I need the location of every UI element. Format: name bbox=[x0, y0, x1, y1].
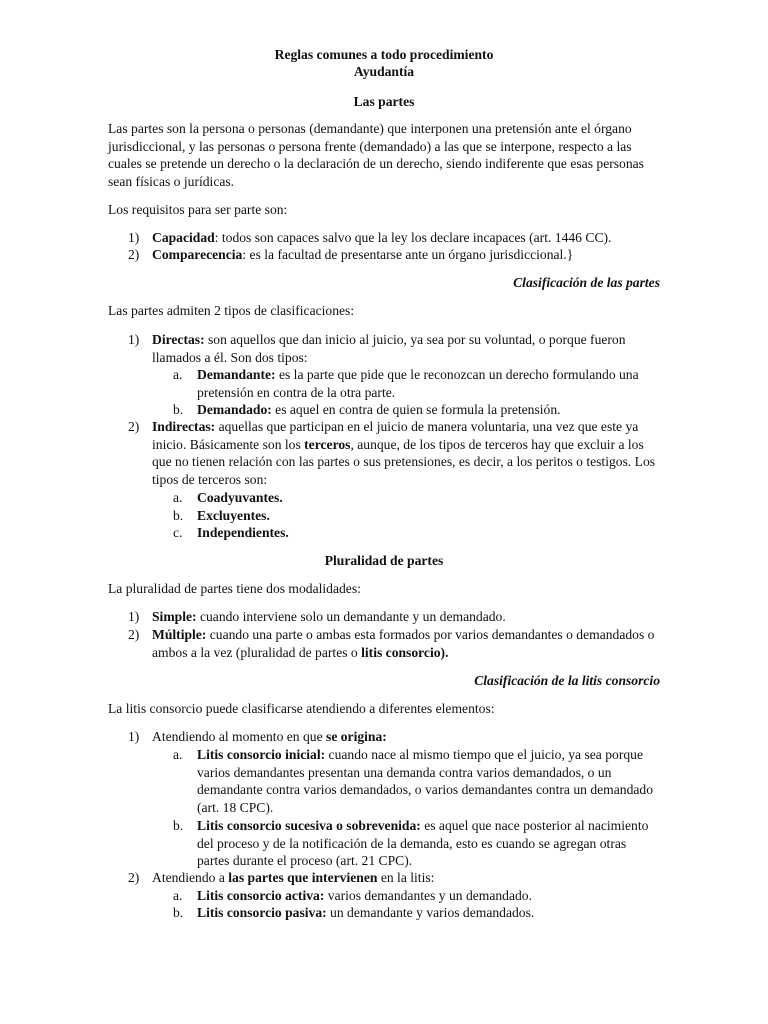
list-item-capacidad: 1) Capacidad: todos son capaces salvo que la ley los declare incapaces (art. 1446 CC). bbox=[128, 230, 612, 245]
list-item-litis-inicial: a. Litis consorcio inicial: cuando nace al mismo tiempo que el juicio, ya sea porque varios demandantes presentan una demanda contra varios demandados, o un demandante contra varios demandados, o varios demandantes contra un demandado (art. 18 CPC). bbox=[173, 747, 653, 815]
list-item-coadyuvantes: a. Coadyuvantes. bbox=[173, 490, 283, 505]
paragraph-requisitos-intro: Los requisitos para ser parte son: bbox=[108, 202, 288, 217]
paragraph-pluralidad-intro: La pluralidad de partes tiene dos modalidades: bbox=[108, 581, 361, 596]
document-title: Reglas comunes a todo procedimiento bbox=[274, 47, 494, 62]
section-heading-pluralidad: Pluralidad de partes bbox=[324, 553, 444, 568]
paragraph-clasificaciones-intro: Las partes admiten 2 tipos de clasificaciones: bbox=[108, 303, 355, 318]
list-item-origen: 1) Atendiendo al momento en que se origina: bbox=[128, 729, 387, 744]
list-item-litis-activa: a. Litis consorcio activa: varios demandantes y un demandado. bbox=[173, 888, 532, 903]
list-item-partes-intervienen: 2) Atendiendo a las partes que intervienen en la litis: bbox=[128, 870, 435, 885]
list-item-litis-pasiva: b. Litis consorcio pasiva: un demandante y varios demandados. bbox=[173, 905, 535, 920]
paragraph-litis-intro: La litis consorcio puede clasificarse atendiendo a diferentes elementos: bbox=[108, 701, 495, 716]
list-item-demandante: a. Demandante: es la parte que pide que le reconozcan un derecho formulando una pretensión en contra de la otra parte. bbox=[173, 367, 639, 400]
list-item-excluyentes: b. Excluyentes. bbox=[173, 508, 270, 523]
paragraph-definicion-partes: Las partes son la persona o personas (demandante) que interponen una pretensión ante el órgano jurisdiccional, y las personas o persona frente (demandado) a las que se interpone, respecto a las cuales se pretende un derecho o la declaración de un derecho, siendo indiferente que esas personas sean físicas o jurídicas. bbox=[108, 121, 644, 189]
document-subtitle: Ayudantía bbox=[353, 64, 415, 79]
list-item-litis-sucesiva: b. Litis consorcio sucesiva o sobrevenida: es aquel que nace posterior al nacimiento del proceso y de la notificación de la demanda, esto es cuando se agregan otras partes durante el proceso (art. 21 CPC). bbox=[173, 818, 649, 869]
list-item-demandado: b. Demandado: es aquel en contra de quien se formula la pretensión. bbox=[173, 402, 561, 417]
list-item-multiple: 2) Múltiple: cuando una parte o ambas esta formados por varios demandantes o demandados o ambos a la vez (pluralidad de partes o litis consorcio). bbox=[128, 627, 655, 660]
section-heading-clasificacion-partes: Clasificación de las partes bbox=[513, 275, 660, 290]
list-item-comparecencia: 2) Comparecencia: es la facultad de presentarse ante un órgano jurisdiccional.} bbox=[128, 247, 574, 262]
list-item-indirectas: 2) Indirectas: aquellas que participan en el juicio de manera voluntaria, una vez que este ya inicio. Básicamente son los terceros, aunque, de los tipos de terceros hay que excluir a los que no tienen relación con las partes o sus pretensiones, es decir, a los peritos o testigos. Los tipos de terceros son: bbox=[128, 419, 656, 487]
section-heading-clasificacion-litis: Clasificación de la litis consorcio bbox=[474, 673, 660, 688]
section-heading-las-partes: Las partes bbox=[353, 94, 415, 109]
list-item-simple: 1) Simple: cuando interviene solo un demandante y un demandado. bbox=[128, 609, 506, 624]
list-item-independientes: c. Independientes. bbox=[173, 525, 289, 540]
list-item-directas: 1) Directas: son aquellos que dan inicio al juicio, ya sea por su voluntad, o porque fueron llamados a él. Son dos tipos: bbox=[128, 332, 626, 365]
